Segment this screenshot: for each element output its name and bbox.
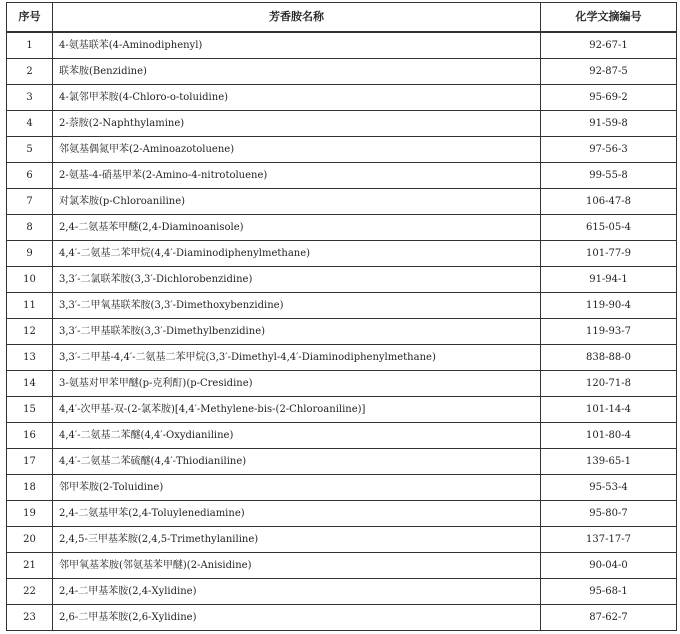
aromatic-amine-table bbox=[6, 2, 677, 631]
table-row bbox=[7, 293, 677, 319]
table-row bbox=[7, 345, 677, 371]
row-amine-name: 2,4-二甲基苯胺(2,4-Xylidine) bbox=[53, 579, 541, 605]
row-amine-name: 2,6-二甲基苯胺(2,6-Xylidine) bbox=[53, 605, 541, 631]
row-serial-number: 4 bbox=[7, 111, 53, 137]
table-row bbox=[7, 553, 677, 579]
row-serial-number: 10 bbox=[7, 267, 53, 293]
row-cas-number: 120-71-8 bbox=[541, 371, 677, 397]
row-amine-name: 邻甲苯胺(2-Toluidine) bbox=[53, 475, 541, 501]
row-cas-number: 97-56-3 bbox=[541, 137, 677, 163]
row-amine-name: 4-氨基联苯(4-Aminodiphenyl) bbox=[53, 32, 541, 59]
row-serial-number: 12 bbox=[7, 319, 53, 345]
header-row bbox=[7, 3, 677, 33]
row-serial-number: 13 bbox=[7, 345, 53, 371]
table-row bbox=[7, 397, 677, 423]
row-cas-number: 99-55-8 bbox=[541, 163, 677, 189]
row-cas-number: 101-77-9 bbox=[541, 241, 677, 267]
row-amine-name: 2,4-二氨基甲苯(2,4-Toluylenediamine) bbox=[53, 501, 541, 527]
row-amine-name: 2-萘胺(2-Naphthylamine) bbox=[53, 111, 541, 137]
row-amine-name: 邻甲氧基苯胺(邻氨基苯甲醚)(2-Anisidine) bbox=[53, 553, 541, 579]
row-serial-number: 8 bbox=[7, 215, 53, 241]
row-cas-number: 615-05-4 bbox=[541, 215, 677, 241]
table-row bbox=[7, 111, 677, 137]
row-serial-number: 23 bbox=[7, 605, 53, 631]
table-header bbox=[7, 3, 677, 33]
row-serial-number: 14 bbox=[7, 371, 53, 397]
table-row bbox=[7, 59, 677, 85]
table-row bbox=[7, 215, 677, 241]
table-body bbox=[7, 32, 677, 631]
row-amine-name: 3,3′-二甲基联苯胺(3,3′-Dimethylbenzidine) bbox=[53, 319, 541, 345]
row-cas-number: 91-59-8 bbox=[541, 111, 677, 137]
row-cas-number: 87-62-7 bbox=[541, 605, 677, 631]
row-serial-number: 2 bbox=[7, 59, 53, 85]
table-row bbox=[7, 605, 677, 631]
row-amine-name: 4,4′-二氨基二苯甲烷(4,4′-Diaminodiphenylmethane) bbox=[53, 241, 541, 267]
row-amine-name: 4,4′-二氨基二苯硫醚(4,4′-Thiodianiline) bbox=[53, 449, 541, 475]
row-amine-name: 3,3′-二甲氧基联苯胺(3,3′-Dimethoxybenzidine) bbox=[53, 293, 541, 319]
row-serial-number: 6 bbox=[7, 163, 53, 189]
table-row bbox=[7, 319, 677, 345]
row-serial-number: 17 bbox=[7, 449, 53, 475]
row-cas-number: 119-90-4 bbox=[541, 293, 677, 319]
row-amine-name: 联苯胺(Benzidine) bbox=[53, 59, 541, 85]
row-cas-number: 838-88-0 bbox=[541, 345, 677, 371]
row-cas-number: 119-93-7 bbox=[541, 319, 677, 345]
row-cas-number: 139-65-1 bbox=[541, 449, 677, 475]
row-serial-number: 22 bbox=[7, 579, 53, 605]
header-amine-name: 芳香胺名称 bbox=[53, 3, 541, 33]
row-cas-number: 137-17-7 bbox=[541, 527, 677, 553]
row-cas-number: 92-67-1 bbox=[541, 32, 677, 59]
table-row bbox=[7, 189, 677, 215]
table-row bbox=[7, 32, 677, 59]
row-cas-number: 90-04-0 bbox=[541, 553, 677, 579]
row-serial-number: 7 bbox=[7, 189, 53, 215]
row-cas-number: 101-80-4 bbox=[541, 423, 677, 449]
row-amine-name: 4-氯邻甲苯胺(4-Chloro-o-toluidine) bbox=[53, 85, 541, 111]
row-serial-number: 19 bbox=[7, 501, 53, 527]
row-amine-name: 对氯苯胺(p-Chloroaniline) bbox=[53, 189, 541, 215]
row-amine-name: 2-氨基-4-硝基甲苯(2-Amino-4-nitrotoluene) bbox=[53, 163, 541, 189]
row-serial-number: 1 bbox=[7, 32, 53, 59]
row-cas-number: 95-68-1 bbox=[541, 579, 677, 605]
table-row bbox=[7, 449, 677, 475]
table-row bbox=[7, 475, 677, 501]
row-amine-name: 3,3′-二甲基-4,4′-二氨基二苯甲烷(3,3′-Dimethyl-4,4′-Diaminodiphenylmethane) bbox=[53, 345, 541, 371]
row-amine-name: 3,3′-二氯联苯胺(3,3′-Dichlorobenzidine) bbox=[53, 267, 541, 293]
row-cas-number: 91-94-1 bbox=[541, 267, 677, 293]
header-serial-number: 序号 bbox=[7, 3, 53, 33]
table-row bbox=[7, 241, 677, 267]
table-row bbox=[7, 137, 677, 163]
row-serial-number: 11 bbox=[7, 293, 53, 319]
row-serial-number: 18 bbox=[7, 475, 53, 501]
table-row bbox=[7, 501, 677, 527]
table-row bbox=[7, 85, 677, 111]
row-amine-name: 2,4-二氨基苯甲醚(2,4-Diaminoanisole) bbox=[53, 215, 541, 241]
row-cas-number: 106-47-8 bbox=[541, 189, 677, 215]
row-serial-number: 5 bbox=[7, 137, 53, 163]
row-serial-number: 9 bbox=[7, 241, 53, 267]
row-cas-number: 95-53-4 bbox=[541, 475, 677, 501]
row-cas-number: 95-80-7 bbox=[541, 501, 677, 527]
row-serial-number: 21 bbox=[7, 553, 53, 579]
row-cas-number: 101-14-4 bbox=[541, 397, 677, 423]
row-serial-number: 16 bbox=[7, 423, 53, 449]
row-amine-name: 2,4,5-三甲基苯胺(2,4,5-Trimethylaniline) bbox=[53, 527, 541, 553]
table-row bbox=[7, 163, 677, 189]
row-amine-name: 3-氨基对甲苯甲醚(p-克利酊)(p-Cresidine) bbox=[53, 371, 541, 397]
row-serial-number: 3 bbox=[7, 85, 53, 111]
table-row bbox=[7, 527, 677, 553]
row-amine-name: 4,4′-次甲基-双-(2-氯苯胺)[4,4′-Methylene-bis-(2-Chloroaniline)] bbox=[53, 397, 541, 423]
row-serial-number: 15 bbox=[7, 397, 53, 423]
table-row bbox=[7, 267, 677, 293]
header-cas-number: 化学文摘编号 bbox=[541, 3, 677, 33]
row-amine-name: 4,4′-二氨基二苯醚(4,4′-Oxydianiline) bbox=[53, 423, 541, 449]
row-serial-number: 20 bbox=[7, 527, 53, 553]
row-cas-number: 92-87-5 bbox=[541, 59, 677, 85]
row-amine-name: 邻氨基偶氮甲苯(2-Aminoazotoluene) bbox=[53, 137, 541, 163]
row-cas-number: 95-69-2 bbox=[541, 85, 677, 111]
table-row bbox=[7, 371, 677, 397]
table-row bbox=[7, 423, 677, 449]
table-row bbox=[7, 579, 677, 605]
